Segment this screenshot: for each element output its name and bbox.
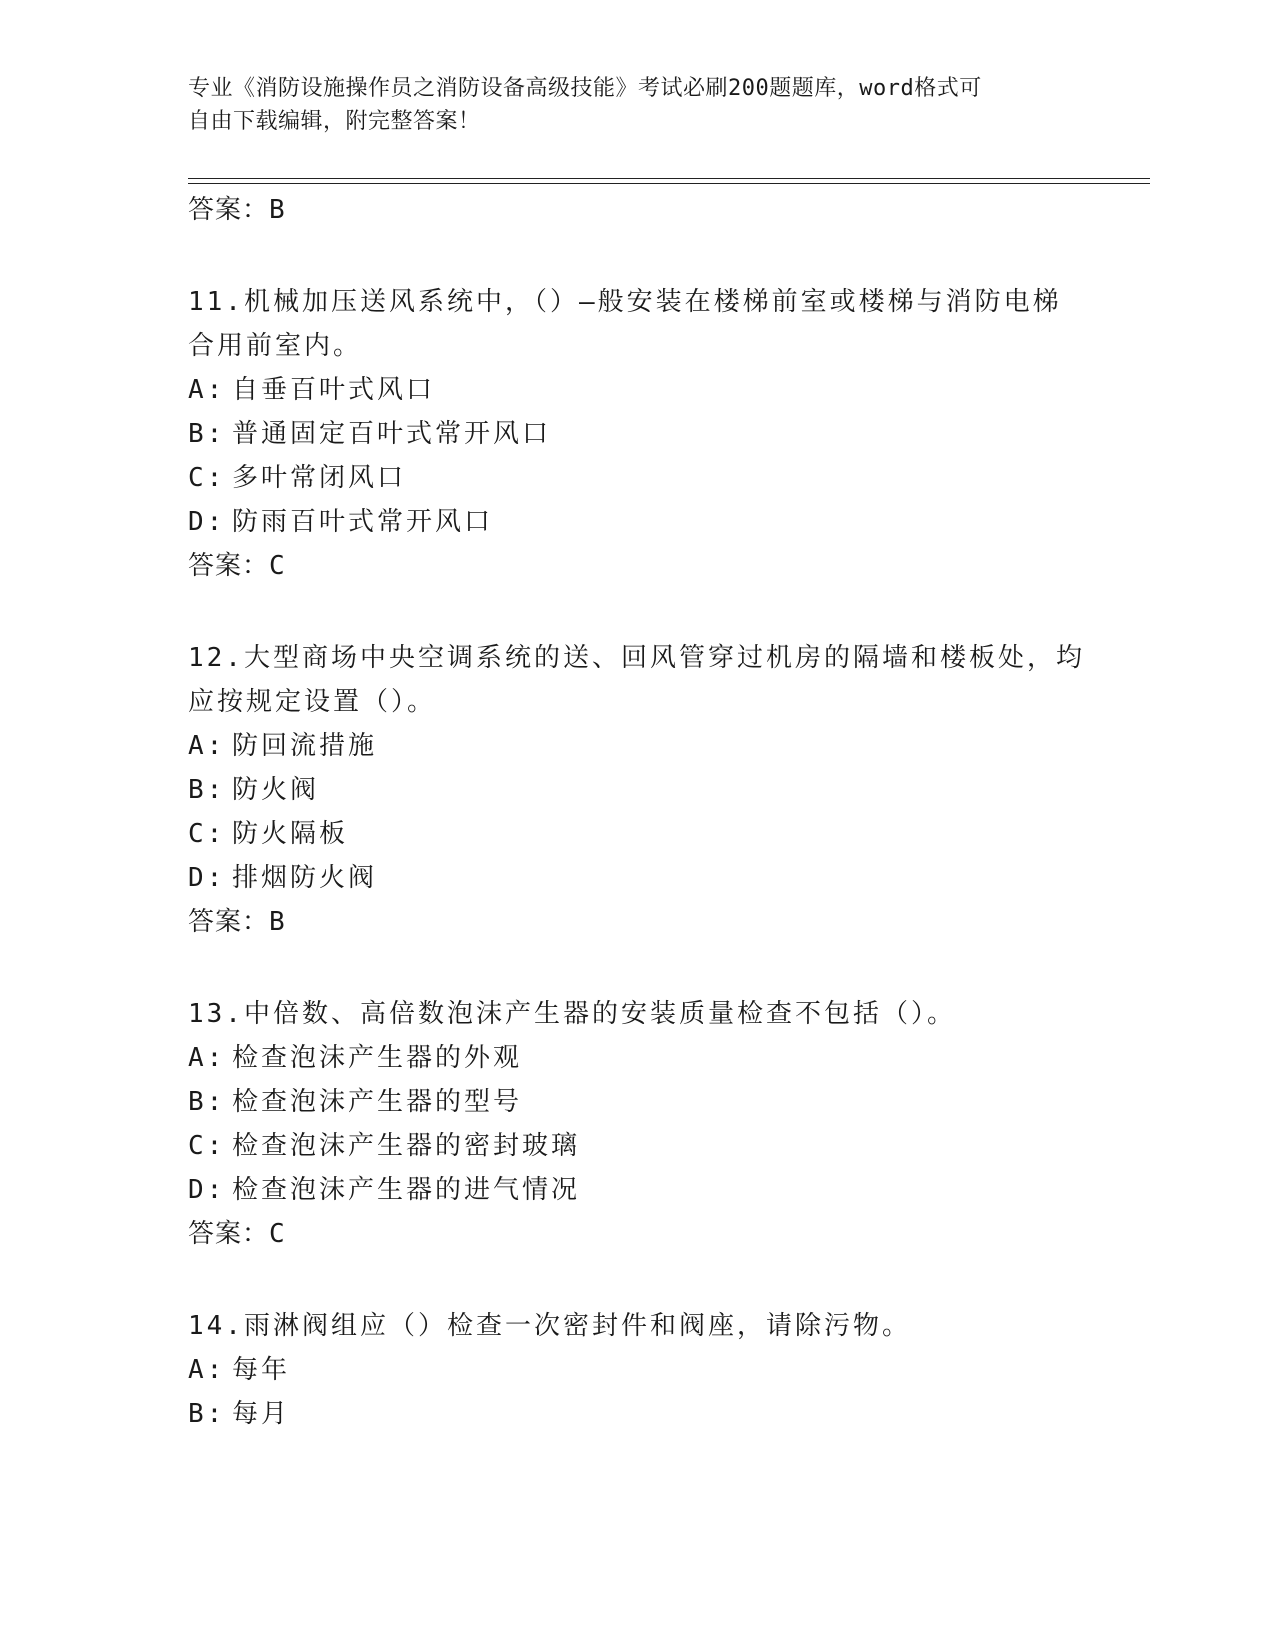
option-a	[188, 368, 1088, 412]
question-item	[188, 992, 1088, 1256]
option-letter: C:	[188, 1131, 226, 1161]
option-letter: B:	[188, 419, 226, 449]
document-header	[188, 72, 1068, 138]
option-text: 每月	[232, 1399, 291, 1429]
answer-line: 答案：B	[188, 195, 286, 225]
option-d	[188, 500, 1088, 544]
header-line-1: 专业《消防设施操作员之消防设备高级技能》考试必刷200题题库，word格式可	[188, 76, 982, 101]
question-stem: 12.大型商场中央空调系统的送、回风管穿过机房的隔墙和楼板处，均	[188, 643, 1085, 673]
header-divider-bottom	[188, 183, 1150, 184]
question-stem: 14.雨淋阀组应（）检查一次密封件和阀座，请除污物。	[188, 1311, 911, 1341]
question-stem-continued: 应按规定设置（）。	[188, 687, 437, 717]
option-letter: C:	[188, 819, 226, 849]
option-letter: B:	[188, 1399, 226, 1429]
option-c	[188, 456, 1088, 500]
option-text: 防雨百叶式常开风口	[232, 507, 494, 537]
option-letter: A:	[188, 731, 226, 761]
question-stem: 13.中倍数、高倍数泡沫产生器的安装质量检查不包括（）。	[188, 999, 956, 1029]
option-text: 普通固定百叶式常开风口	[232, 419, 552, 449]
header-divider-top	[188, 178, 1150, 179]
option-letter: D:	[188, 1175, 226, 1205]
option-text: 多叶常闭风口	[232, 463, 407, 493]
option-letter: D:	[188, 507, 226, 537]
option-text: 防回流措施	[232, 731, 378, 761]
option-text: 检查泡沫产生器的密封玻璃	[232, 1131, 581, 1161]
option-letter: D:	[188, 863, 226, 893]
option-letter: C:	[188, 463, 226, 493]
question-stem: 11.机械加压送风系统中，（）—般安装在楼梯前室或楼梯与消防电梯	[188, 287, 1062, 317]
answer-line: 答案：C	[188, 551, 286, 581]
option-text: 防火阀	[232, 775, 320, 805]
option-a	[188, 724, 1088, 768]
answer-line: 答案：C	[188, 1219, 286, 1249]
option-text: 检查泡沫产生器的进气情况	[232, 1175, 581, 1205]
option-text: 排烟防火阀	[232, 863, 378, 893]
question-stem-continued: 合用前室内。	[188, 331, 363, 361]
option-text: 检查泡沫产生器的外观	[232, 1043, 523, 1073]
option-d	[188, 1168, 1088, 1212]
option-letter: A:	[188, 1355, 226, 1385]
option-b	[188, 768, 1088, 812]
option-a	[188, 1348, 1088, 1392]
option-b	[188, 1080, 1088, 1124]
option-letter: A:	[188, 1043, 226, 1073]
option-b	[188, 412, 1088, 456]
question-item	[188, 636, 1088, 944]
option-b	[188, 1392, 1088, 1436]
header-line-2: 自由下载编辑，附完整答案！	[188, 109, 481, 134]
option-c	[188, 812, 1088, 856]
option-text: 每年	[232, 1355, 291, 1385]
option-text: 检查泡沫产生器的型号	[232, 1087, 523, 1117]
option-letter: B:	[188, 775, 226, 805]
question-item	[188, 280, 1088, 588]
option-c	[188, 1124, 1088, 1168]
answer-line: 答案：B	[188, 907, 286, 937]
question-list	[188, 188, 1088, 1436]
option-text: 自垂百叶式风口	[232, 375, 436, 405]
option-letter: B:	[188, 1087, 226, 1117]
option-d	[188, 856, 1088, 900]
question-item	[188, 1304, 1088, 1436]
option-text: 防火隔板	[232, 819, 349, 849]
option-letter: A:	[188, 375, 226, 405]
option-a	[188, 1036, 1088, 1080]
